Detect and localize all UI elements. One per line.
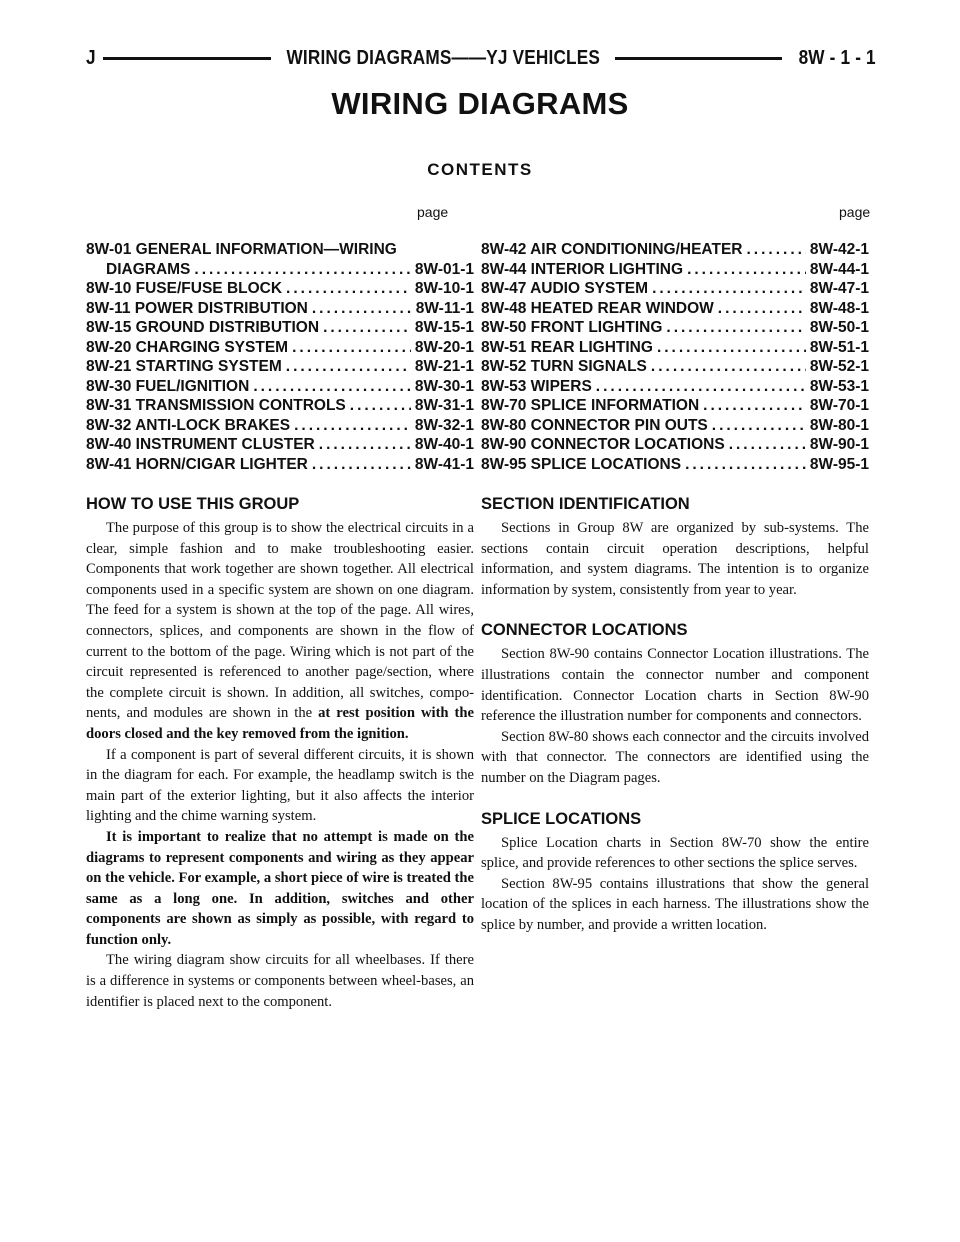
toc-leader <box>288 338 411 358</box>
toc-entry-label: 8W-52 TURN SIGNALS <box>481 358 647 375</box>
toc-entry-label: 8W-44 INTERIOR LIGHTING <box>481 260 684 278</box>
toc-leader <box>683 260 806 280</box>
section-spacer <box>481 789 869 807</box>
toc-entry-label: 8W-15 GROUND DISTRIBUTION <box>86 319 320 336</box>
toc-entry-label: 8W-95 SPLICE LOCATIONS <box>481 455 682 473</box>
header-rule-left <box>103 57 270 60</box>
contents-heading: CONTENTS <box>427 160 533 179</box>
toc-entry[interactable] <box>86 435 474 455</box>
paragraph <box>86 518 474 745</box>
toc-entry-label: 8W-47 AUDIO SYSTEM <box>481 280 649 297</box>
toc-entry-page: 8W-51-1 <box>809 338 869 356</box>
section-heading-section-identification: SECTION IDENTIFICATION <box>481 495 690 513</box>
toc-entry-page: 8W-01-1 <box>414 260 474 278</box>
toc-entry[interactable] <box>86 299 474 319</box>
toc-entry-page: 8W-50-1 <box>809 319 869 336</box>
toc-leader <box>592 377 806 397</box>
toc-leader <box>681 455 806 475</box>
toc-leader <box>290 416 411 436</box>
toc-leader <box>282 279 411 299</box>
toc-leader <box>662 318 805 338</box>
toc-entry[interactable] <box>481 377 869 397</box>
toc-entry-label: 8W-20 CHARGING SYSTEM <box>86 338 289 356</box>
section-spacer <box>481 600 869 618</box>
toc-entry[interactable] <box>481 338 869 358</box>
toc-entry-page: 8W-47-1 <box>809 280 869 297</box>
toc-entry[interactable] <box>481 455 869 475</box>
toc-leader <box>315 435 411 455</box>
toc-entry-page: 8W-42-1 <box>809 241 869 258</box>
header-center: WIRING DIAGRAMS——YJ VEHICLES <box>286 46 600 69</box>
toc-entry[interactable] <box>86 279 474 299</box>
toc-entry-page: 8W-80-1 <box>809 416 869 434</box>
toc-left-column <box>86 240 474 474</box>
toc-entry[interactable] <box>86 338 474 358</box>
paragraph: If a component is part of several different circuits, it is shown in the diagram for each. For example, the headlamp switch is the main part of the exterior lighting, but it also affects the interior lighting and the chime warning system. <box>86 746 474 825</box>
toc-entry-page: 8W-90-1 <box>809 436 869 453</box>
body-right-column <box>481 492 869 936</box>
paragraph: The wiring diagram show circuits for all wheelbases. If there is a difference in systems or components between wheel-bases, an identifier is placed next to the component. <box>86 952 474 1010</box>
header-left: J <box>86 46 96 69</box>
toc-entry-page: 8W-44-1 <box>809 260 869 278</box>
section-heading-splice-locations: SPLICE LOCATIONS <box>481 809 642 828</box>
toc-entry-page: 8W-21-1 <box>414 358 474 375</box>
toc-leader <box>249 377 411 397</box>
toc-entry-label: 8W-32 ANTI-LOCK BRAKES <box>86 416 291 434</box>
paragraph: Sections in Group 8W are organized by sub-systems. The sections contain circuit operation descriptions, helpful information, and system diagrams. The intention is to organize information by system, consistently from year to year. <box>481 520 869 598</box>
toc-entry-page: 8W-11-1 <box>415 299 474 317</box>
toc-entry-label: 8W-90 CONNECTOR LOCATIONS <box>481 436 725 453</box>
toc-entry-label: 8W-01 GENERAL INFORMATION—WIRING <box>86 241 397 258</box>
toc-entry[interactable] <box>86 377 474 397</box>
toc-entry[interactable] <box>86 357 474 377</box>
page-header <box>86 44 876 72</box>
page-title: WIRING DIAGRAMS <box>331 86 629 121</box>
toc-leader <box>308 455 411 475</box>
toc-entry-page: 8W-53-1 <box>809 377 869 395</box>
toc-leader <box>190 260 410 280</box>
paragraph: Section 8W-95 contains illustrations that show the general location of the splices in each harness. The illustrations show the splice by number, and provide a written location. <box>481 875 869 933</box>
toc-entry-page: 8W-20-1 <box>414 338 474 356</box>
toc-entry-page: 8W-31-1 <box>414 397 474 414</box>
toc-entry[interactable] <box>86 260 474 280</box>
toc-leader <box>742 240 805 260</box>
toc-leader <box>319 318 411 338</box>
toc-leader <box>699 396 806 416</box>
toc-entry-label: 8W-30 FUEL/IGNITION <box>86 377 250 395</box>
toc-entry-label: 8W-21 STARTING SYSTEM <box>86 358 282 375</box>
paragraph-emphasis: at rest position with the doors closed and the key removed from the ignition. <box>86 705 475 742</box>
toc-entry-page: 8W-52-1 <box>809 358 869 375</box>
toc-entry-label: 8W-70 SPLICE INFORMATION <box>481 397 700 414</box>
toc-leader <box>308 299 412 319</box>
page-label-right: page <box>839 204 871 220</box>
toc-entry[interactable] <box>86 318 474 338</box>
toc-entry[interactable] <box>481 299 869 319</box>
toc-entry[interactable] <box>86 416 474 436</box>
toc-entry[interactable] <box>481 357 869 377</box>
toc-entry-page: 8W-40-1 <box>414 436 474 453</box>
paragraph-emphasis: It is important to realize that no attempt is made on the diagrams to represent components and wiring as they appear on the vehicle. For example, a short piece of wire is treated the same as a long one. In addition, switches and other components are shown as simply as possible, with regard to function only. <box>86 828 474 948</box>
toc-entry[interactable] <box>481 416 869 436</box>
toc-entry-label: 8W-80 CONNECTOR PIN OUTS <box>481 416 708 434</box>
section-heading-connector-locations: CONNECTOR LOCATIONS <box>481 621 688 640</box>
toc-entry-page: 8W-41-1 <box>414 455 474 473</box>
paragraph: Section 8W-90 contains Connector Location illustrations. The illustrations contain the connector number and component identification. Connector Location charts in Section 8W-90 reference the illustration number for components and connectors. <box>481 646 869 725</box>
toc-entry[interactable] <box>481 279 869 299</box>
toc-leader <box>346 396 411 416</box>
toc-entry-page: 8W-10-1 <box>414 280 474 297</box>
toc-entry-label: 8W-40 INSTRUMENT CLUSTER <box>86 436 315 453</box>
toc-entry-page: 8W-48-1 <box>809 299 869 317</box>
toc-entry-label: 8W-42 AIR CONDITIONING/HEATER <box>481 241 743 258</box>
toc-entry-label: 8W-10 FUSE/FUSE BLOCK <box>86 280 283 297</box>
toc-entry-page: 8W-30-1 <box>414 377 474 395</box>
toc-right-column <box>481 240 869 474</box>
toc-entry-page: 8W-95-1 <box>809 455 869 473</box>
toc-entry-label: 8W-53 WIPERS <box>481 377 592 395</box>
header-rule-right <box>615 57 782 60</box>
toc-entry[interactable] <box>481 260 869 280</box>
toc-entry-page: 8W-15-1 <box>414 319 474 336</box>
toc-entry-label: 8W-50 FRONT LIGHTING <box>481 319 663 336</box>
toc-entry[interactable] <box>481 318 869 338</box>
paragraph: Section 8W-80 shows each connector and the circuits involved with that connector. The connectors are identified using the number on the Diagram pages. <box>481 728 869 786</box>
toc-entry[interactable] <box>481 435 869 455</box>
toc-entry-page: 8W-32-1 <box>414 416 474 434</box>
paragraph: Splice Location charts in Section 8W-70 show the entire splice, and provide references to other sections the splice serves. <box>481 834 869 872</box>
toc-leader <box>282 357 411 377</box>
toc-entry[interactable] <box>481 240 869 260</box>
section-heading-how-to-use: HOW TO USE THIS GROUP <box>86 495 300 513</box>
page-label-left: page <box>417 204 449 220</box>
toc-leader <box>648 279 806 299</box>
toc-entry-label: 8W-41 HORN/CIGAR LIGHTER <box>86 455 308 473</box>
toc-leader <box>708 416 806 436</box>
toc-entry[interactable] <box>86 240 474 260</box>
toc-entry-label: 8W-48 HEATED REAR WINDOW <box>481 299 714 317</box>
toc-entry[interactable] <box>86 455 474 475</box>
header-page-number: 8W - 1 - 1 <box>798 46 876 69</box>
toc-leader <box>725 435 806 455</box>
toc-entry-label: 8W-11 POWER DISTRIBUTION <box>86 299 308 317</box>
toc-entry-label: 8W-51 REAR LIGHTING <box>481 338 653 356</box>
toc-leader <box>647 357 806 377</box>
toc-entry-label: 8W-31 TRANSMISSION CONTROLS <box>86 397 346 414</box>
toc-leader <box>714 299 806 319</box>
toc-entry[interactable] <box>481 396 869 416</box>
toc-leader <box>653 338 806 358</box>
toc-entry[interactable] <box>86 396 474 416</box>
body-left-column <box>86 492 474 1012</box>
toc-entry-page: 8W-70-1 <box>809 397 869 414</box>
toc-entry-label: DIAGRAMS <box>106 260 191 278</box>
paragraph-text: The purpose of this group is to show the electrical circuits in a clear, simple fashion and to make troubleshooting easier. Components that work together are shown together. All electrical components used in a specific system are shown on one diagram. The feed for a system is shown at the top of the page. All wires, connectors, splices, and components are shown in the flow of current to the bottom of the page. Wiring which is not part of the circuit represented is referenced to another page/section, where the complete circuit is shown. In addition, all switches, components, and modules are shown in the <box>86 520 474 722</box>
